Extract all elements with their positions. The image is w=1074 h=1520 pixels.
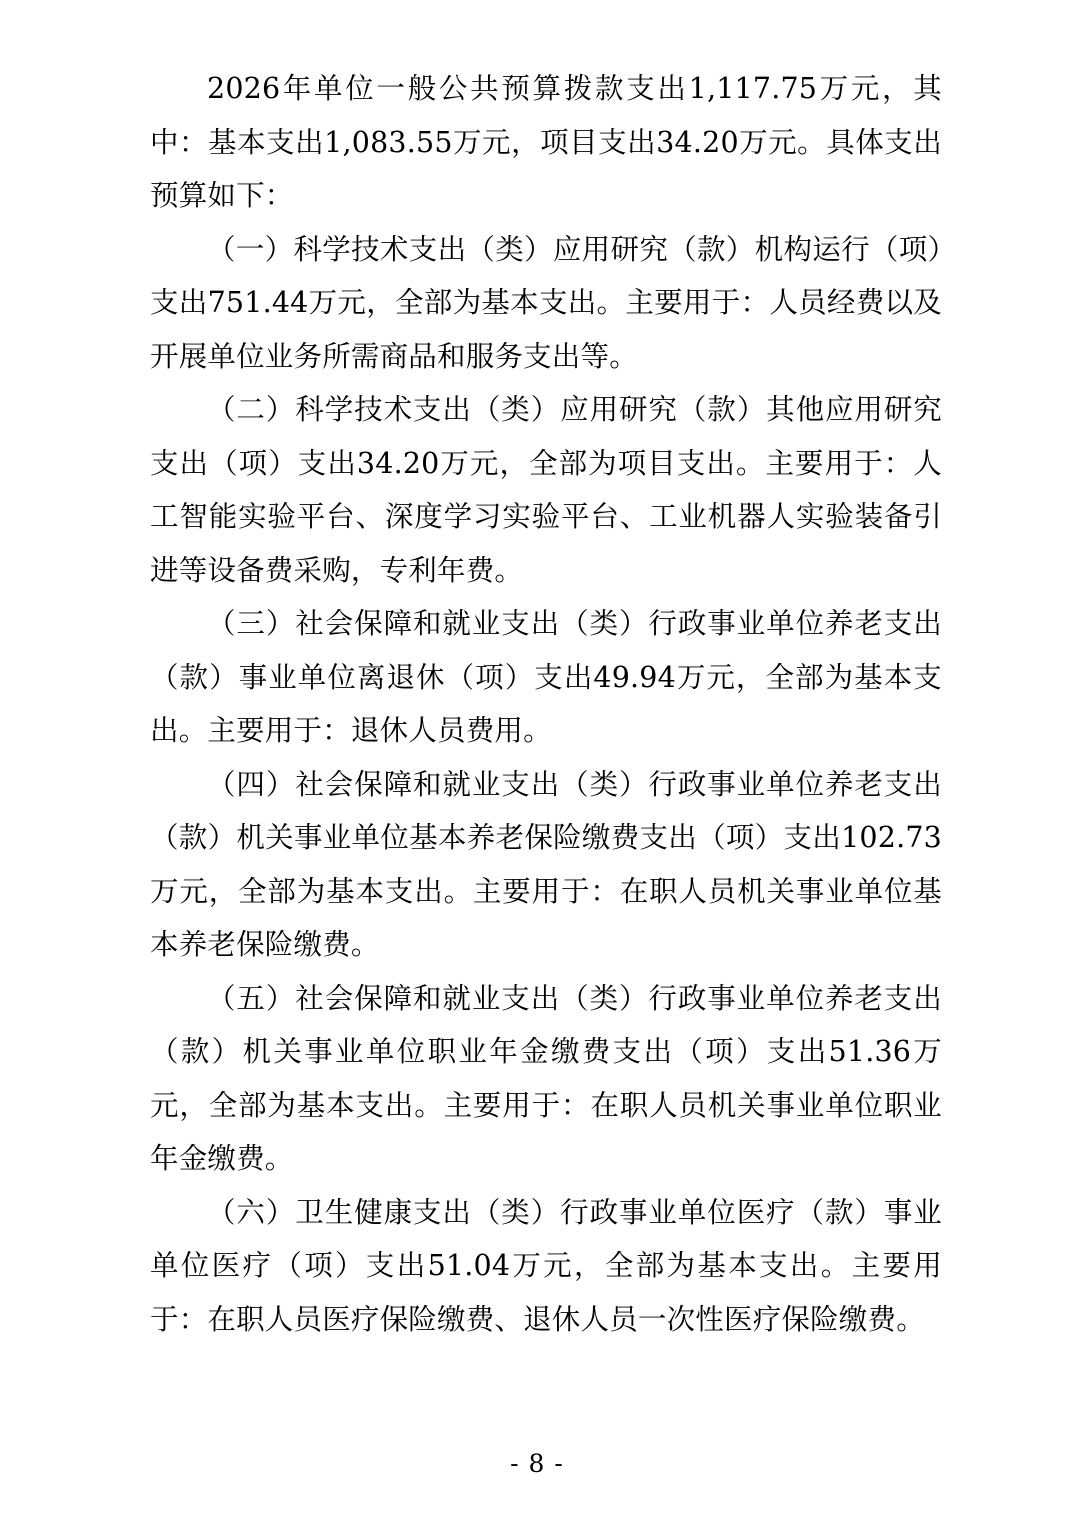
- paragraph-item-1: （一）科学技术支出（类）应用研究（款）机构运行（项）支出751.44万元，全部为基本支出。主要用于：人员经费以及开展单位业务所需商品和服务支出等。: [150, 232, 942, 373]
- paragraph-item-6: （六）卫生健康支出（类）行政事业单位医疗（款）事业单位医疗（项）支出51.04万元，全部为基本支出。主要用于：在职人员医疗保险缴费、退休人员一次性医疗保险缴费。: [150, 1195, 942, 1336]
- paragraph-item-2: （二）科学技术支出（类）应用研究（款）其他应用研究支出（项）支出34.20万元，全部为项目支出。主要用于：人工智能实验平台、深度学习实验平台、工业机器人实验装备引进等设备费采购，专利年费。: [150, 393, 942, 587]
- paragraph-item-5: （五）社会保障和就业支出（类）行政事业单位养老支出（款）机关事业单位职业年金缴费支出（项）支出51.36万元，全部为基本支出。主要用于：在职人员机关事业单位职业年金缴费。: [150, 981, 942, 1175]
- paragraph-summary: 2026年单位一般公共预算拨款支出1,117.75万元，其中：基本支出1,083.55万元，项目支出34.20万元。具体支出预算如下：: [150, 72, 942, 212]
- paragraph-item-3: （三）社会保障和就业支出（类）行政事业单位养老支出（款）事业单位离退休（项）支出49.94万元，全部为基本支出。主要用于：退休人员费用。: [150, 607, 942, 747]
- page-number: - 8 -: [510, 1449, 564, 1478]
- paragraph-item-4: （四）社会保障和就业支出（类）行政事业单位养老支出（款）机关事业单位基本养老保险缴费支出（项）支出102.73万元，全部为基本支出。主要用于：在职人员机关事业单位基本养老保险缴费。: [150, 767, 942, 961]
- document-body: [150, 62, 942, 1346]
